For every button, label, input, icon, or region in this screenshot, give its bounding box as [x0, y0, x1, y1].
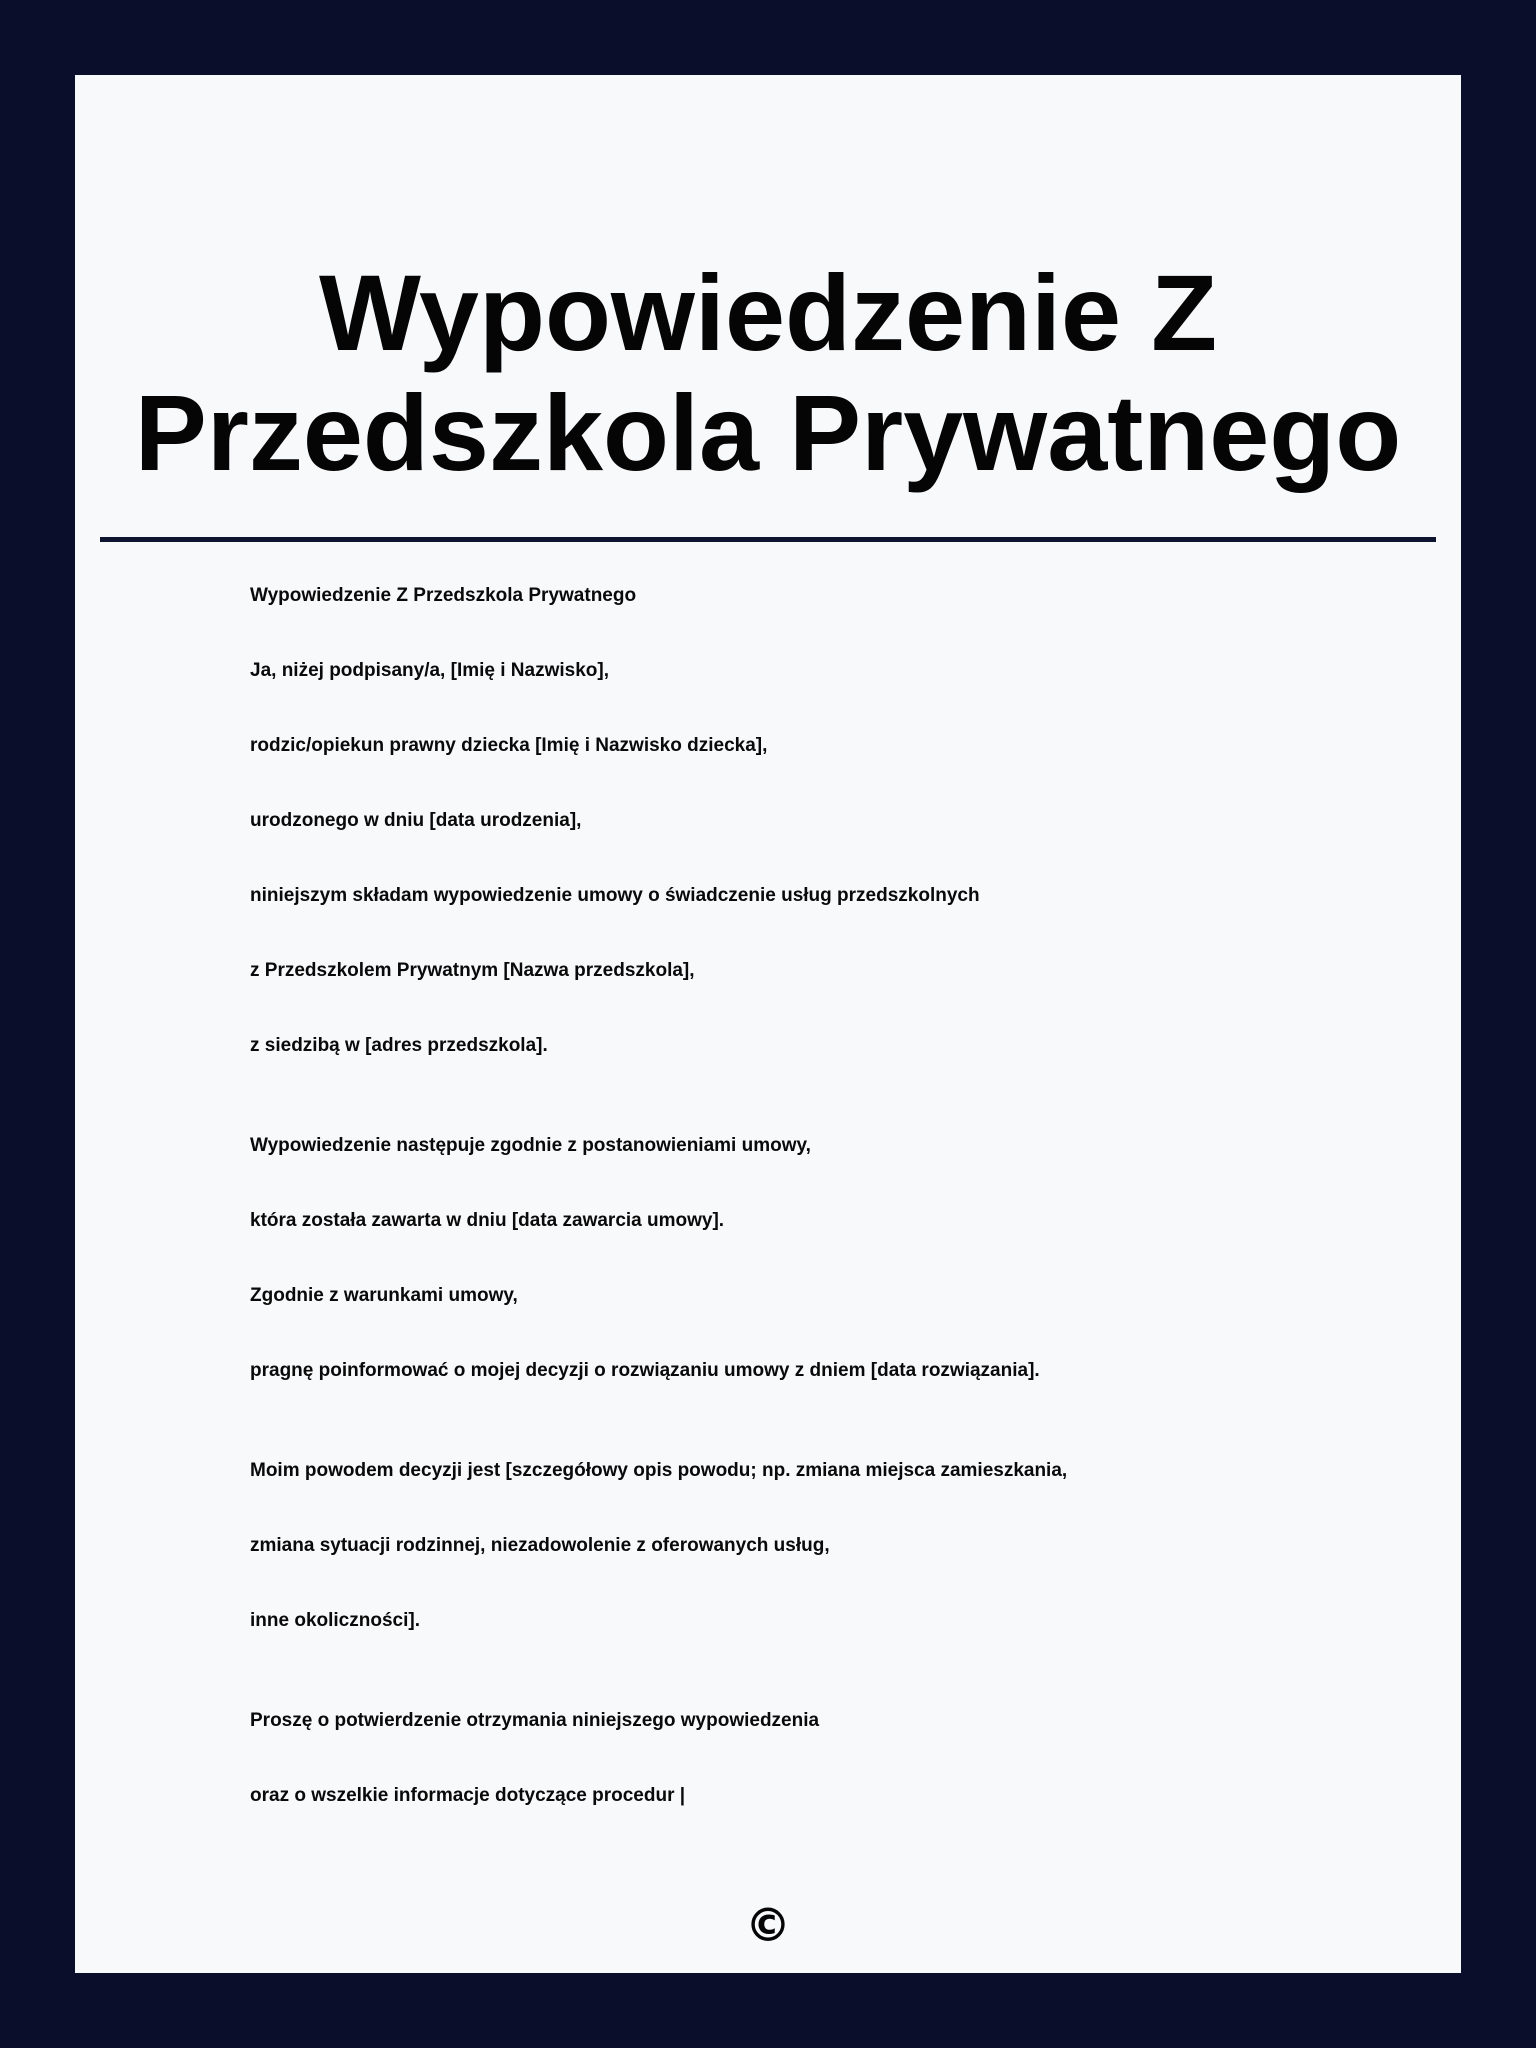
body-line: Wypowiedzenie Z Przedszkola Prywatnego [250, 585, 637, 606]
body-line: Proszę o potwierdzenie otrzymania niniejszego wypowiedzenia [250, 1710, 820, 1731]
body-line: rodzic/opiekun prawny dziecka [Imię i Nazwisko dziecka], [250, 735, 768, 756]
title-line-2: Przedszkola Prywatnego [134, 372, 1402, 493]
body-line: która została zawarta w dniu [data zawarcia umowy]. [250, 1210, 725, 1231]
body-line: Ja, niżej podpisany/a, [Imię i Nazwisko], [250, 660, 609, 681]
paragraph-4 [250, 1709, 1350, 1859]
title-line-1: Wypowiedzenie Z [318, 252, 1218, 373]
paragraph-2 [250, 1134, 1350, 1434]
body-line: inne okoliczności]. [250, 1610, 420, 1631]
document-title [75, 253, 1461, 493]
paragraph-1 [250, 584, 1350, 1109]
document-body [250, 584, 1350, 1884]
body-line: Wypowiedzenie następuje zgodnie z postanowieniami umowy, [250, 1135, 811, 1156]
body-line: urodzonego w dniu [data urodzenia], [250, 810, 582, 831]
document-page [75, 75, 1461, 1973]
body-line: niniejszym składam wypowiedzenie umowy o świadczenie usług przedszkolnych [250, 885, 980, 906]
copyright-icon: © [745, 1898, 791, 1952]
body-line: oraz o wszelkie informacje dotyczące procedur | [250, 1785, 686, 1806]
body-line: z siedzibą w [adres przedszkola]. [250, 1035, 548, 1056]
body-line: zmiana sytuacji rodzinnej, niezadowolenie z oferowanych usług, [250, 1535, 830, 1556]
paragraph-3 [250, 1459, 1350, 1684]
title-divider [100, 537, 1436, 542]
body-line: Zgodnie z warunkami umowy, [250, 1285, 518, 1306]
body-line: pragnę poinformować o mojej decyzji o rozwiązaniu umowy z dniem [data rozwiązania]. [250, 1360, 1040, 1381]
body-line: z Przedszkolem Prywatnym [Nazwa przedszkola], [250, 960, 695, 981]
body-line: Moim powodem decyzji jest [szczegółowy opis powodu; np. zmiana miejsca zamieszkania, [250, 1460, 1068, 1481]
